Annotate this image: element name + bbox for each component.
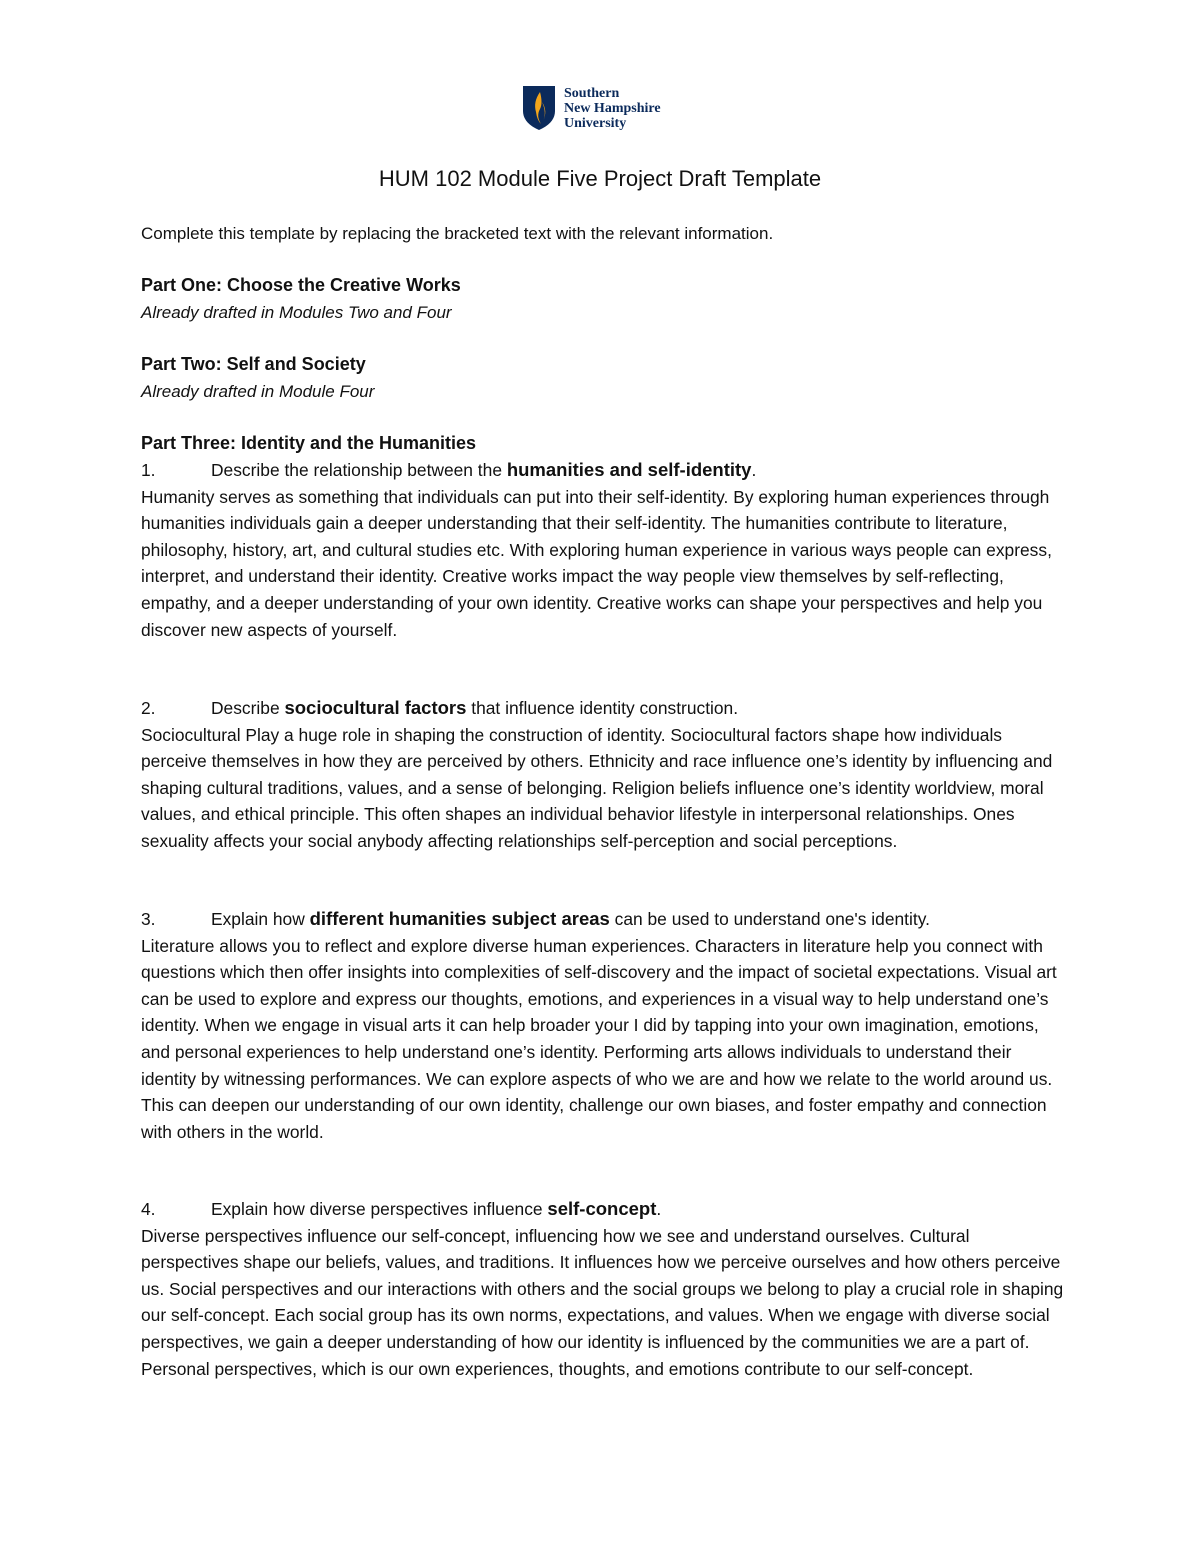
prompt-prefix: Describe the relationship between the	[211, 460, 507, 480]
question-number: 3.	[141, 909, 156, 929]
logo-wordmark	[564, 86, 661, 131]
question-prompt	[141, 457, 1071, 484]
question-prompt	[141, 1196, 1071, 1223]
part-two-section	[141, 351, 1071, 405]
shield-flame-icon	[522, 85, 556, 131]
prompt-suffix: that influence identity construction.	[466, 698, 739, 718]
part-one-heading: Part One: Choose the Creative Works	[141, 275, 461, 295]
prompt-suffix: can be used to understand one's identity.	[609, 909, 930, 929]
answer-paragraph: Sociocultural Play a huge role in shaping the construction of identity. Sociocultural factors shape how individuals perceive themselves in how they are perceived by others. Ethnicity and race influence one’s identity by influencing and shaping cultural traditions, values, and a sense of belonging. Religion beliefs influence one’s identity worldview, moral values, and ethical principle. This often shapes an individual behavior lifestyle in interpersonal relationships. Ones sexuality affects your social anybody affecting relationships self-perception and social perceptions.	[141, 724, 1053, 851]
instructions-text: Complete this template by replacing the bracketed text with the relevant information.	[141, 224, 774, 243]
part-two-note: Already drafted in Module Four	[141, 382, 375, 401]
prompt-emphasis: humanities and self-identity	[506, 459, 752, 480]
prompt-suffix: .	[751, 460, 757, 480]
question-number: 4.	[141, 1199, 156, 1219]
prompt-prefix: Describe	[211, 698, 285, 718]
part-three-section	[141, 430, 1071, 457]
question-1	[141, 457, 1071, 643]
logo-line-1: Southern	[564, 85, 620, 101]
part-three-heading: Part Three: Identity and the Humanities	[141, 433, 477, 453]
page-title: HUM 102 Module Five Project Draft Template	[378, 166, 822, 191]
prompt-suffix: .	[656, 1199, 662, 1219]
prompt-emphasis: different humanities subject areas	[309, 908, 610, 929]
question-3	[141, 906, 1071, 1145]
logo-line-3: University	[564, 115, 627, 131]
prompt-emphasis: sociocultural factors	[284, 697, 467, 718]
prompt-prefix: Explain how	[211, 909, 310, 929]
question-prompt	[141, 906, 1071, 933]
question-2	[141, 695, 1071, 855]
answer-paragraph: Diverse perspectives influence our self-concept, influencing how we see and understand ourselves. Cultural perspectives shape our beliefs, values, and traditions. It influences how we perceive ourselves and how others perceive us. Social perspectives and our interactions with others and the social groups we belong to play a crucial role in shaping our self-concept. Each social group has its own norms, expectations, and values. When we engage with diverse social perspectives, we gain a deeper understanding of how our identity is influenced by the communities we are a part of. Personal perspectives, which is our own experiences, thoughts, and emotions contribute to our self-concept.	[141, 1225, 1064, 1379]
university-logo	[522, 84, 661, 132]
part-one-section	[141, 272, 1071, 326]
question-number: 1.	[141, 460, 156, 480]
question-prompt	[141, 695, 1071, 722]
part-one-note: Already drafted in Modules Two and Four	[141, 303, 452, 322]
prompt-emphasis: self-concept	[547, 1198, 657, 1219]
prompt-prefix: Explain how diverse perspectives influence	[211, 1199, 548, 1219]
answer-paragraph: Literature allows you to reflect and explore diverse human experiences. Characters in literature help you connect with questions which then offer insights into complexities of self-discovery and the impact of societal expectations. Visual art can be used to explore and express our thoughts, emotions, and experiences in a visual way to help understand one’s identity. When we engage in visual arts it can help broader your I did by tapping into your own imagination, emotions, and personal experiences to help understand one’s identity. Performing arts allows individuals to understand their identity by witnessing performances. We can explore aspects of who we are and how we relate to the world around us. This can deepen our understanding of our own identity, challenge our own biases, and foster empathy and connection with others in the world.	[141, 935, 1057, 1142]
question-number: 2.	[141, 698, 156, 718]
answer-paragraph: Humanity serves as something that individuals can put into their self-identity. By exploring human experiences through humanities individuals gain a deeper understanding that their self-identity. The humanities contribute to literature, philosophy, history, art, and cultural studies etc. With exploring human experience in various ways people can express, interpret, and understand their identity. Creative works impact the way people view themselves by self-reflecting, empathy, and a deeper understanding of your own identity. Creative works can shape your perspectives and help you discover new aspects of yourself.	[141, 486, 1052, 640]
part-two-heading: Part Two: Self and Society	[141, 354, 366, 374]
logo-line-2: New Hampshire	[564, 100, 661, 116]
question-4	[141, 1196, 1071, 1382]
